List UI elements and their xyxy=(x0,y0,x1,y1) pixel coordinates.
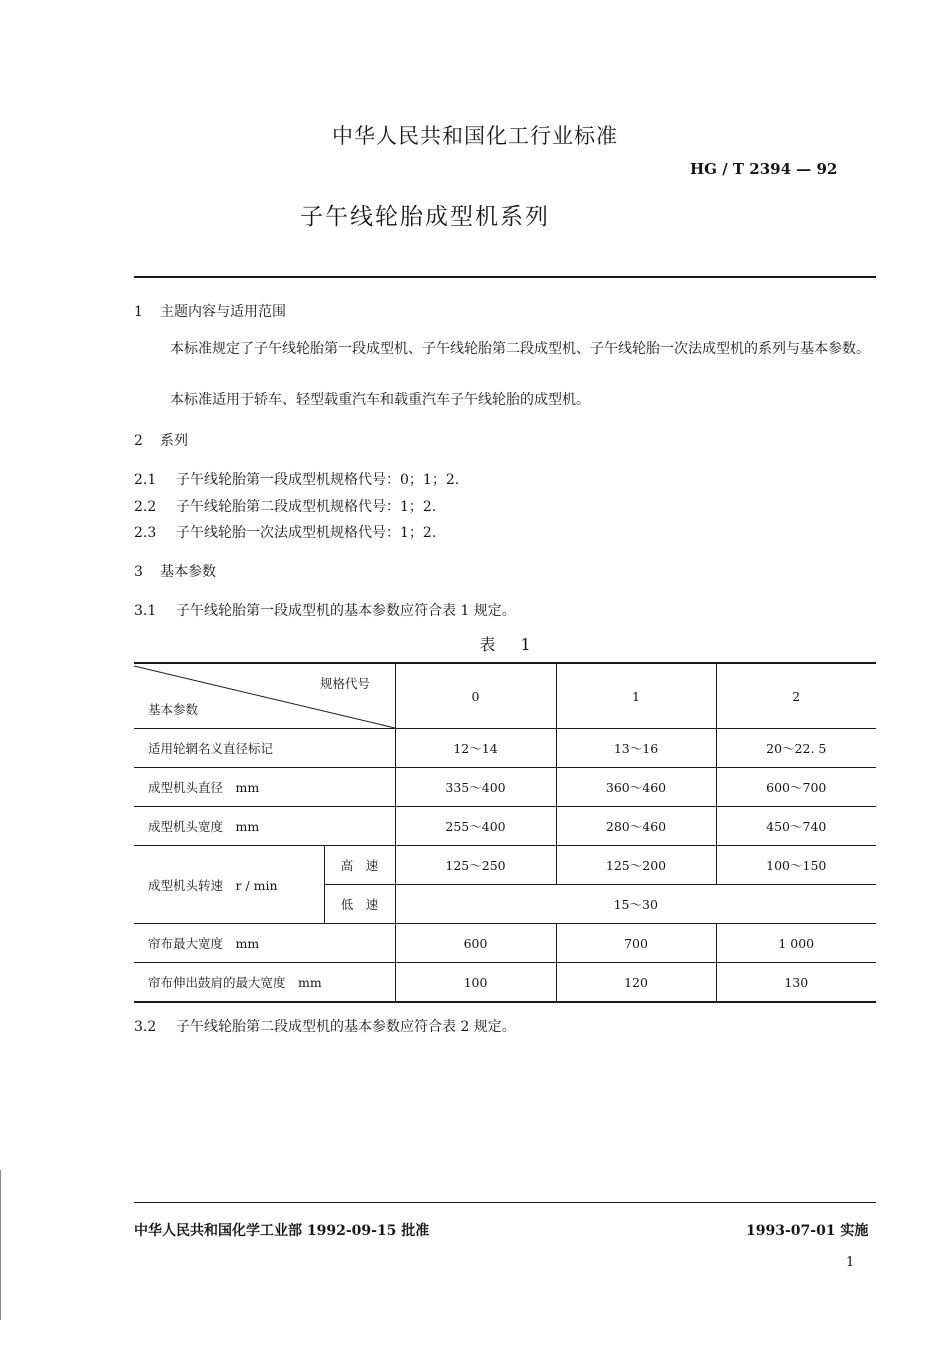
clause-text: 子午线轮胎一次法成型机规格代号：1；2. xyxy=(176,525,437,541)
table-cell: 700 xyxy=(556,924,716,963)
clause-number: 2.1 xyxy=(134,472,157,488)
high-speed-label: 高 速 xyxy=(324,846,395,885)
table-header-row xyxy=(134,663,876,729)
row-label: 适用轮辋名义直径标记 xyxy=(134,729,395,768)
page-number: 1 xyxy=(846,1255,855,1270)
clause-text: 子午线轮胎第一段成型机规格代号：0；1；2. xyxy=(176,472,460,488)
section-number: 3 xyxy=(134,564,143,580)
section-title: 系列 xyxy=(160,433,188,449)
table-cell: 360～460 xyxy=(556,768,716,807)
corner-upper-label: 规格代号 xyxy=(320,676,371,691)
table-1 xyxy=(134,662,876,1003)
paragraph-text: 本标准适用于轿车、轻型载重汽车和载重汽车子午线轮胎的成型机。 xyxy=(170,392,590,408)
table-cell: 1 000 xyxy=(716,924,876,963)
section-3-heading xyxy=(134,561,216,581)
row-label: 成型机头宽度 mm xyxy=(134,807,395,846)
section-1-paragraph-2 xyxy=(134,387,876,414)
table-cell: 100～150 xyxy=(716,846,876,885)
clause-2-3 xyxy=(134,522,436,542)
section-number: 2 xyxy=(134,433,143,449)
table-cell: 600 xyxy=(395,924,556,963)
clause-text: 子午线轮胎第二段成型机规格代号：1；2. xyxy=(176,499,437,515)
clause-2-2 xyxy=(134,496,436,516)
column-header-0: 0 xyxy=(395,663,556,729)
clause-text: 子午线轮胎第一段成型机的基本参数应符合表 1 规定。 xyxy=(176,603,516,619)
row-label: 帘布伸出鼓肩的最大宽度 mm xyxy=(134,963,395,1003)
table-cell: 15～30 xyxy=(395,885,876,924)
clause-number: 2.2 xyxy=(134,499,157,515)
row-label: 成型机头直径 mm xyxy=(134,768,395,807)
table-cell: 13～16 xyxy=(556,729,716,768)
table-cell: 130 xyxy=(716,963,876,1003)
column-header-1: 1 xyxy=(556,663,716,729)
table-row xyxy=(134,963,876,1003)
table-cell: 600～700 xyxy=(716,768,876,807)
corner-lower-label: 基本参数 xyxy=(148,702,199,717)
table-cell: 335～400 xyxy=(395,768,556,807)
row-label: 帘布最大宽度 mm xyxy=(134,924,395,963)
clause-2-1 xyxy=(134,469,459,489)
title-divider xyxy=(134,276,876,278)
scan-edge-mark xyxy=(0,1170,1,1320)
document-title: 子午线轮胎成型机系列 xyxy=(300,204,550,230)
table-cell: 12～14 xyxy=(395,729,556,768)
table-cell: 125～250 xyxy=(395,846,556,885)
paragraph-text: 本标准规定了子午线轮胎第一段成型机、子午线轮胎第二段成型机、子午线轮胎一次法成型机的系列与基本参数。 xyxy=(170,341,870,357)
table-row xyxy=(134,924,876,963)
table-cell: 280～460 xyxy=(556,807,716,846)
footer-divider xyxy=(134,1202,876,1203)
table-cell: 20～22. 5 xyxy=(716,729,876,768)
standard-org-heading: 中华人民共和国化工行业标准 xyxy=(332,124,618,148)
table-cell: 450～740 xyxy=(716,807,876,846)
section-1-heading xyxy=(134,301,286,321)
speed-row-label: 成型机头转速 r / min xyxy=(134,846,324,924)
table-cell: 255～400 xyxy=(395,807,556,846)
approval-line: 中华人民共和国化学工业部 1992-09-15 批准 xyxy=(134,1223,430,1239)
table-row xyxy=(134,729,876,768)
clause-number: 3.2 xyxy=(134,1019,157,1035)
table-row xyxy=(134,768,876,807)
section-2-heading xyxy=(134,430,188,450)
clause-number: 3.1 xyxy=(134,603,157,619)
clause-number: 2.3 xyxy=(134,525,157,541)
section-number: 1 xyxy=(134,304,143,320)
section-title: 基本参数 xyxy=(160,564,216,580)
section-1-paragraph-1 xyxy=(134,336,876,363)
clause-3-2 xyxy=(134,1016,516,1036)
effective-date: 1993-07-01 实施 xyxy=(746,1223,869,1239)
section-title: 主题内容与适用范围 xyxy=(160,304,286,320)
column-header-2: 2 xyxy=(716,663,876,729)
table-cell: 100 xyxy=(395,963,556,1003)
table-cell: 125～200 xyxy=(556,846,716,885)
table-cell: 120 xyxy=(556,963,716,1003)
table-1-caption: 表 1 xyxy=(479,635,541,654)
table-corner-cell xyxy=(134,663,395,729)
table-row xyxy=(134,807,876,846)
clause-3-1 xyxy=(134,600,516,620)
low-speed-label: 低 速 xyxy=(324,885,395,924)
table-row-speed-high xyxy=(134,846,876,885)
clause-text: 子午线轮胎第二段成型机的基本参数应符合表 2 规定。 xyxy=(176,1019,516,1035)
standard-number: HG / T 2394 — 92 xyxy=(690,160,838,178)
